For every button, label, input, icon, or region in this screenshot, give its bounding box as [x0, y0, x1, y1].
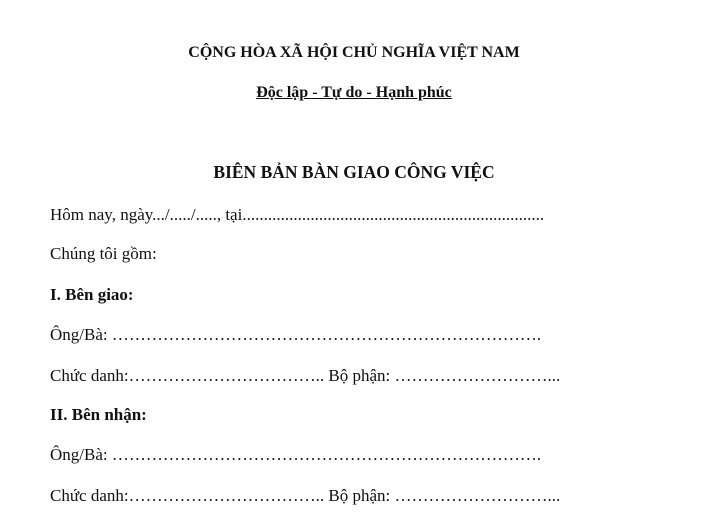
document-title: BIÊN BẢN BÀN GIAO CÔNG VIỆC — [213, 162, 495, 182]
members-intro: Chúng tôi gồm: — [50, 244, 157, 263]
national-title: CỘNG HÒA XÃ HỘI CHỦ NGHĨA VIỆT NAM — [188, 44, 520, 61]
handover-name-line: Ông/Bà: …………………………………………………………………. — [50, 325, 542, 344]
handover-position-dept-line: Chức danh:…………………………….. Bộ phận: ………………………... — [50, 366, 561, 385]
receiving-name-line: Ông/Bà: …………………………………………………………………. — [50, 445, 542, 464]
date-place-line: Hôm nay, ngày.../...../....., tại....................................................................... — [50, 205, 545, 224]
handover-party-heading: I. Bên giao: — [50, 285, 134, 304]
national-motto: Độc lập - Tự do - Hạnh phúc — [256, 84, 452, 101]
receiving-party-heading: II. Bên nhận: — [50, 405, 147, 424]
receiving-position-dept-line: Chức danh:…………………………….. Bộ phận: ………………………... — [50, 486, 561, 505]
